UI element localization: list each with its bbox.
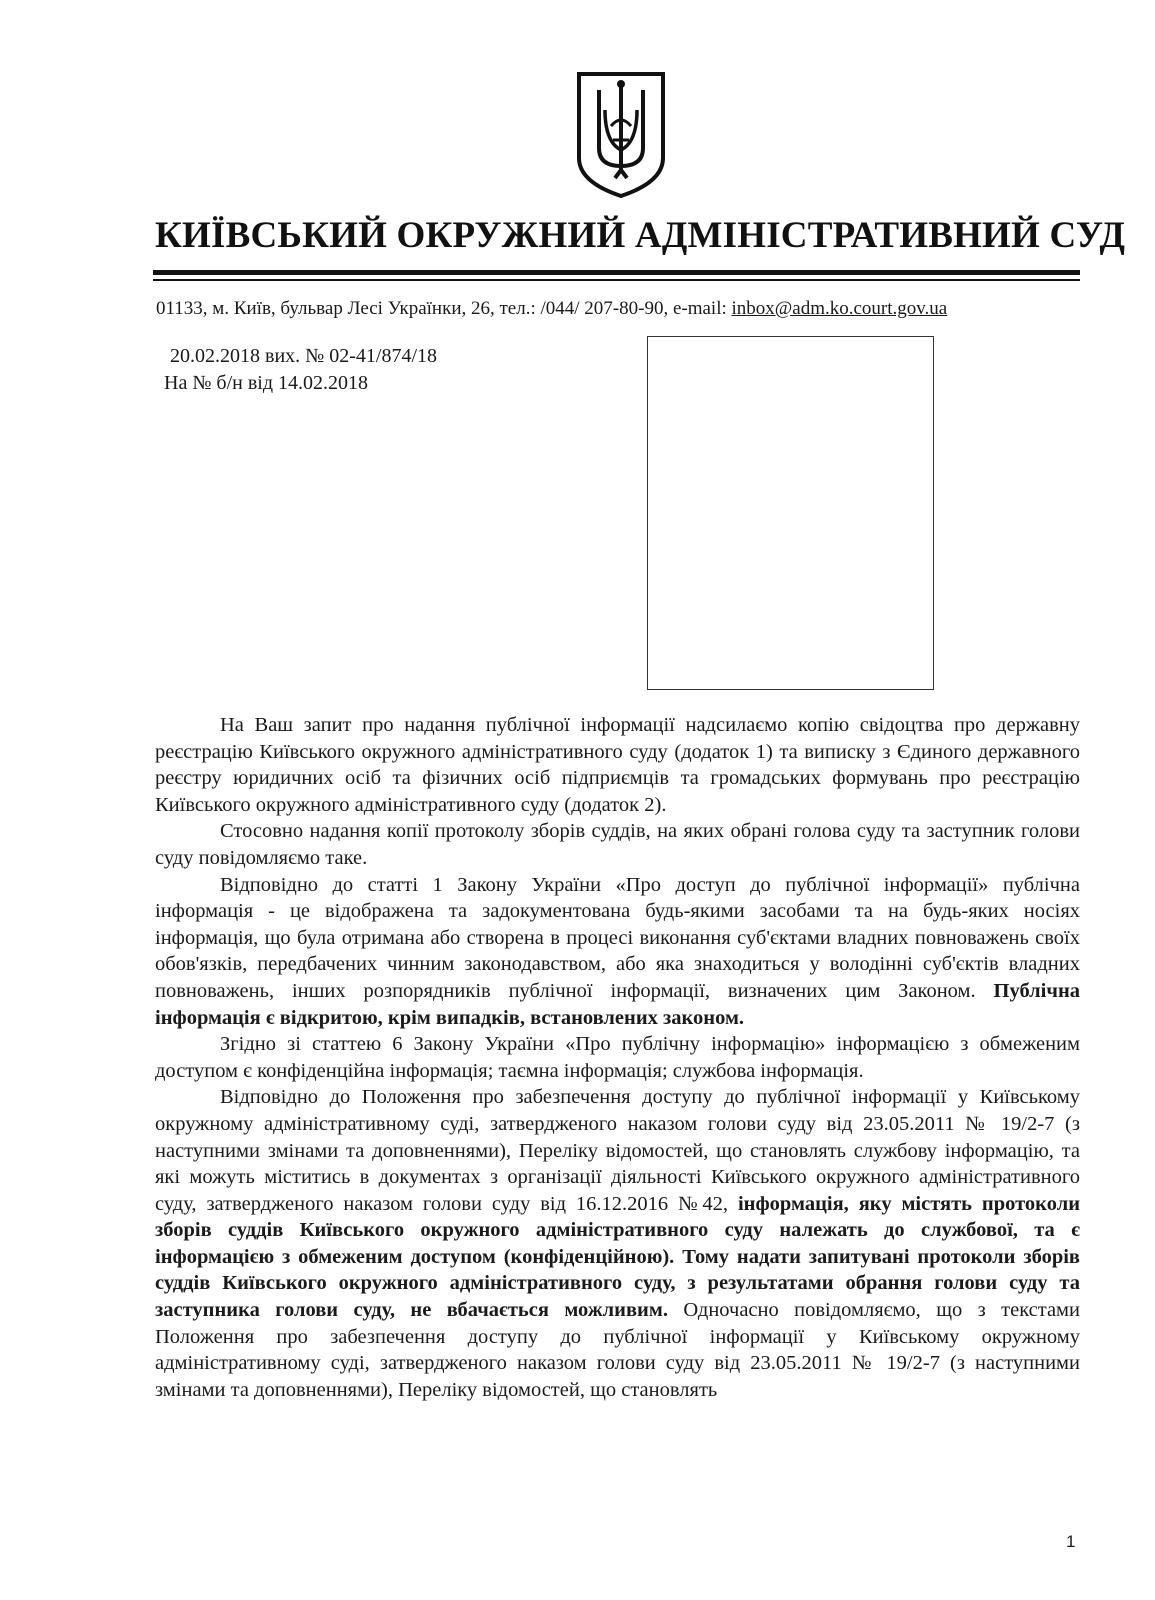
paragraph-5: [155, 1084, 1080, 1403]
court-name: КИЇВСЬКИЙ ОКРУЖНИЙ АДМІНІСТРАТИВНИЙ СУД: [155, 215, 1126, 256]
letter-body: [155, 712, 1080, 1403]
header-divider-thin: [153, 279, 1080, 281]
outgoing-number: 20.02.2018 вих. № 02-41/874/18: [170, 345, 438, 367]
page-number: 1: [1066, 1532, 1076, 1551]
coat-of-arms-icon: [575, 70, 667, 200]
paragraph-2: Стосовно надання копії протоколу зборів суддів, на яких обрані голова суду та заступник голови суду повідомляємо таке.: [155, 820, 1080, 869]
paragraph-3-text: Відповідно до статті 1 Закону України «Про доступ до публічної інформації» публічна інформація - це відображена та задокументована будь-якими засобами та на будь-яких носіях інформація, що була отримана або створена в процесі виконання суб'єктами владних повноважень своїх обов'язків, передбачених чинним законодавством, або яка знаходиться у володінні суб'єктів владних повноважень, інших розпорядників публічної інформації, визначених цим Законом.: [155, 873, 1080, 1002]
reference-number: На № б/н від 14.02.2018: [164, 372, 369, 394]
address-text: 01133, м. Київ, бульвар Лесі Українки, 26, тел.: /044/ 207-80-90, e-mail:: [156, 298, 732, 319]
paragraph-1: На Ваш запит про надання публічної інформації надсилаємо копію свідоцтва про державну реєстрацію Київського окружного адміністративного суду (додаток 1) та виписку з Єдиного державного реєстру юридичних осіб та фізичних осіб підприємців та громадських формувань про реєстрацію Київського окружного адміністративного суду (додаток 2).: [155, 714, 1080, 816]
redacted-addressee-box: [647, 336, 934, 690]
paragraph-5-text-b: Одночасно повідомляємо, що з текстами Положення про забезпечення доступу до публічної інформації у Київському окружному адміністративному суді, затвердженого наказом голови суду від 23.05.2011 № 19/2-7 (з наступними змінами та доповненнями), Переліку відомостей, що становлять: [155, 1299, 1080, 1401]
court-address: [156, 298, 1086, 320]
paragraph-4: Згідно зі статтею 6 Закону України «Про публічну інформацію» інформацією з обмеженим доступом є конфіденційна інформація; таємна інформація; службова інформація.: [155, 1033, 1080, 1082]
paragraph-5-text-a: Відповідно до Положення про забезпечення доступу до публічної інформації у Київському окружному адміністративному суді, затвердженого наказом голови суду від 23.05.2011 № 19/2-7 (з наступними змінами та доповненнями), Переліку відомостей, що становлять службову інформацію, та які можуть міститись в документах з організації діяльності Київського окружного адміністративного суду, затвердженого наказом голови суду від 16.12.2016 №42,: [155, 1086, 1080, 1215]
email-link[interactable]: inbox@adm.ko.court.gov.ua: [731, 298, 948, 319]
header-divider-thick: [153, 270, 1080, 275]
paragraph-3: [155, 872, 1080, 1032]
paragraph-5-bold: інформація, яку містять протоколи зборів суддів Київського окружного адміністративного суду належать до службової, та є інформацією з обмеженим доступом (конфіденційною). Тому надати запитувані протоколи зборів суддів Київського окружного адміністративного суду, з результатами обрання голови суду та заступника голови суду, не вбачається можливим.: [155, 1192, 1081, 1322]
paragraph-3-bold: Публічна інформація є відкритою, крім випадків, встановлених законом.: [155, 979, 1080, 1029]
